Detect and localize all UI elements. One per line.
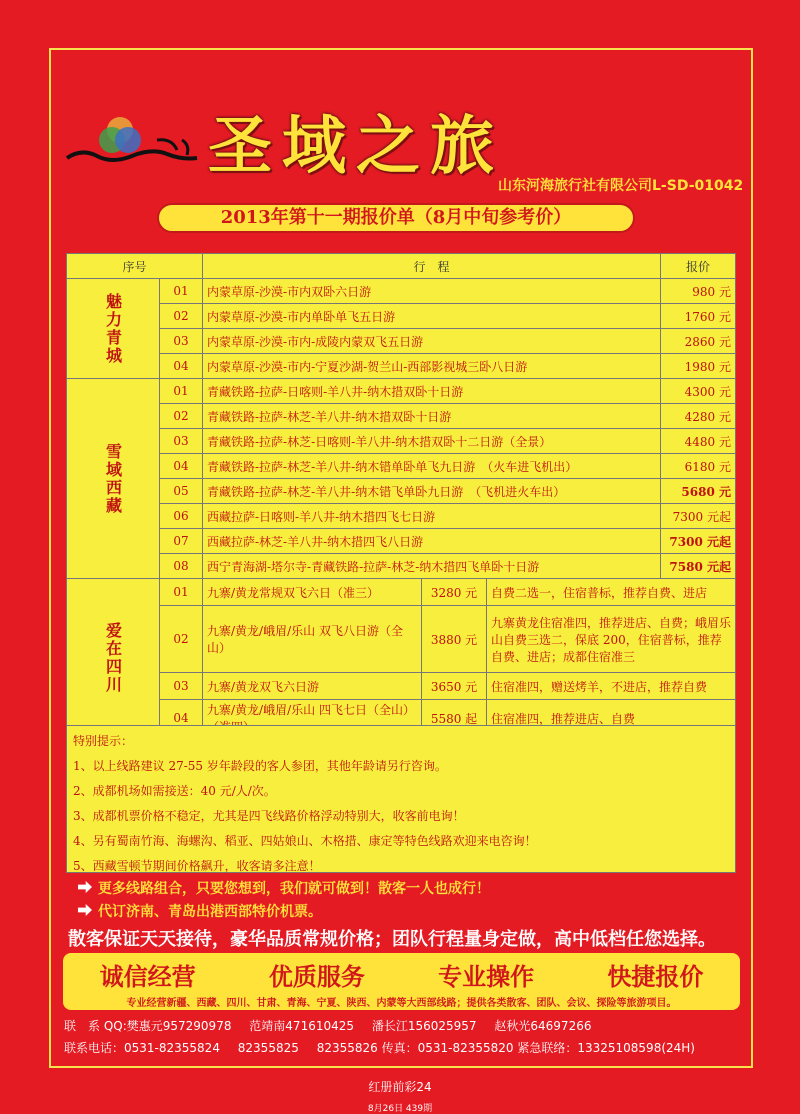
row-route: 青藏铁路-拉萨-林芝-羊八井-纳木错单卧单飞九日游 （火车进飞机出） xyxy=(203,454,661,479)
row-note: 九寨黄龙住宿准四，推荐进店、自费；峨眉乐山自费三选二，保底 200，住宿普标，推荐自费、进店；成都住宿准三 xyxy=(487,606,736,673)
issue-banner: 2013年第十一期报价单（8月中旬参考价） xyxy=(157,203,635,233)
contact-item: 赵秋光64697266 xyxy=(494,1019,592,1033)
tip-item: 4、另有蜀南竹海、海螺沟、稻亚、四姑娘山、木格措、康定等特色线路欢迎来电咨询！ xyxy=(73,834,537,848)
row-price: 980 元 xyxy=(661,279,736,304)
row-route: 西藏拉萨-林芝-羊八井-纳木措四飞八日游 xyxy=(203,529,661,554)
row-no: 02 xyxy=(160,606,203,673)
col-header-no: 序号 xyxy=(67,254,203,279)
row-no: 02 xyxy=(160,404,203,429)
contact-item: 82355826 传真：0531-82355820 紧急联络：13325108598(24H) xyxy=(316,1041,695,1055)
row-route: 青藏铁路-拉萨-日喀则-羊八井-纳木措双卧十日游 xyxy=(203,379,661,404)
table-row xyxy=(67,429,736,454)
row-price: 7580 元起 xyxy=(661,554,736,579)
table-row xyxy=(67,504,736,529)
slogan-item: 优质服务 xyxy=(268,963,365,991)
row-route: 青藏铁路-拉萨-林芝-羊八井-纳木错飞单卧九日游 （飞机进火车出） xyxy=(203,479,661,504)
issue-date: 8月26日 439期 xyxy=(367,1104,433,1114)
section-label: 雪域西藏 xyxy=(67,379,160,579)
brand-title: 圣域之旅 xyxy=(208,109,504,184)
row-no: 01 xyxy=(160,379,203,404)
tips-title: 特别提示： xyxy=(73,734,134,748)
row-no: 02 xyxy=(160,304,203,329)
table-row xyxy=(67,479,736,504)
contact-qq xyxy=(64,1017,605,1034)
slogan-subtext: 专业经营新疆、西藏、四川、甘肃、青海、宁夏、陕西、内蒙等大西部线路；提供各类散客、团队、会议、探险等旅游项目。 xyxy=(126,998,677,1009)
table-row xyxy=(67,579,736,606)
row-price: 5680 元 xyxy=(661,479,736,504)
row-route: 西宁青海湖-塔尔寺-青藏铁路-拉萨-林芝-纳木措四飞单卧十日游 xyxy=(203,554,661,579)
row-route: 九寨/黄龙/峨眉/乐山 双飞八日游（全山） xyxy=(203,606,422,673)
row-price: 5580 起 xyxy=(422,700,487,737)
row-note: 住宿准四，赠送烤羊，不进店，推荐自费 xyxy=(487,673,736,700)
contact-item: 范靖南471610425 xyxy=(249,1019,355,1033)
col-header-price: 报价 xyxy=(661,254,736,279)
row-price: 7300 元起 xyxy=(661,504,736,529)
row-price: 1980 元 xyxy=(661,354,736,379)
table-row xyxy=(67,454,736,479)
row-no: 03 xyxy=(160,673,203,700)
row-price: 3650 元 xyxy=(422,673,487,700)
table-row xyxy=(67,379,736,404)
contact-item: 潘长江156025957 xyxy=(371,1019,477,1033)
row-price: 4480 元 xyxy=(661,429,736,454)
row-route: 九寨/黄龙常规双飞六日（准三） xyxy=(203,579,422,606)
arrow-icon xyxy=(78,881,92,893)
row-no: 06 xyxy=(160,504,203,529)
row-no: 03 xyxy=(160,429,203,454)
table-row xyxy=(67,673,736,700)
special-tips xyxy=(66,725,736,873)
row-no: 03 xyxy=(160,329,203,354)
row-price: 7300 元起 xyxy=(661,529,736,554)
price-table xyxy=(66,253,736,737)
section-label: 爱在四川 xyxy=(67,579,160,737)
promo-line xyxy=(78,878,490,898)
company-name: 山东河海旅行社有限公司L-SD-01042 xyxy=(498,178,744,194)
promo-line xyxy=(78,901,322,921)
row-route: 内蒙草原-沙漠-市内双卧六日游 xyxy=(203,279,661,304)
table-row xyxy=(67,529,736,554)
row-route: 九寨/黄龙/峨眉/乐山 四飞七日（全山） xyxy=(203,700,422,737)
table-row xyxy=(67,404,736,429)
row-no: 01 xyxy=(160,279,203,304)
table-row xyxy=(67,554,736,579)
arrow-icon xyxy=(78,904,92,916)
slogan-item: 诚信经营 xyxy=(99,963,196,991)
row-route: 内蒙草原-沙漠-市内-成陵内蒙双飞五日游 xyxy=(203,329,661,354)
table-row xyxy=(67,354,736,379)
row-price: 2860 元 xyxy=(661,329,736,354)
row-route: 九寨/黄龙双飞六日游 xyxy=(203,673,422,700)
brand-logo xyxy=(62,110,202,170)
row-no: 04 xyxy=(160,354,203,379)
row-no: 08 xyxy=(160,554,203,579)
tip-item: 3、成都机票价格不稳定，尤其是四飞线路价格浮动特别大，收客前电询！ xyxy=(73,809,465,823)
row-route: 青藏铁路-拉萨-林芝-羊八井-纳木措双卧十日游 xyxy=(203,404,661,429)
promo-text: 更多线路组合，只要您想到，我们就可做到！散客一人也成行！ xyxy=(98,881,490,897)
row-note: 住宿准四，推荐进店、自费 xyxy=(487,700,736,737)
promo-text: 代订济南、青岛出港西部特价机票。 xyxy=(98,904,322,920)
slogan-box xyxy=(63,953,740,1010)
table-row xyxy=(67,279,736,304)
row-price: 6180 元 xyxy=(661,454,736,479)
contact-item: 联 系 QQ:樊惠元957290978 xyxy=(64,1019,232,1033)
tip-item: 5、西藏雪顿节期间价格飙升，收客请多注意！ xyxy=(73,859,321,873)
contact-item: 82355825 xyxy=(237,1041,299,1055)
contact-item: 联系电话：0531-82355824 xyxy=(64,1041,220,1055)
slogan-item: 专业操作 xyxy=(438,963,535,991)
row-price: 4300 元 xyxy=(661,379,736,404)
tip-item: 1、以上线路建议 27-55 岁年龄段的客人参团，其他年龄请另行咨询。 xyxy=(73,759,447,773)
row-price: 1760 元 xyxy=(661,304,736,329)
row-no: 07 xyxy=(160,529,203,554)
contact-phone xyxy=(64,1039,709,1056)
row-route: 青藏铁路-拉萨-林芝-日喀则-羊八井-纳木措双卧十二日游（全景） xyxy=(203,429,661,454)
row-route: 西藏拉萨-日喀则-羊八井-纳木措四飞七日游 xyxy=(203,504,661,529)
row-no: 04 xyxy=(160,700,203,737)
tip-item: 2、成都机场如需接送：40 元/人/次。 xyxy=(73,784,276,798)
section-label: 魅力青城 xyxy=(67,279,160,379)
row-route: 内蒙草原-沙漠-市内单卧单飞五日游 xyxy=(203,304,661,329)
row-price: 3280 元 xyxy=(422,579,487,606)
table-row xyxy=(67,329,736,354)
row-no: 01 xyxy=(160,579,203,606)
row-no: 04 xyxy=(160,454,203,479)
row-note: 自费二选一，住宿普标，推荐自费、进店 xyxy=(487,579,736,606)
page-label: 红册前彩24 xyxy=(368,1080,432,1094)
table-row xyxy=(67,606,736,673)
table-row xyxy=(67,304,736,329)
row-no: 05 xyxy=(160,479,203,504)
row-route: 内蒙草原-沙漠-市内-宁夏沙湖-贺兰山-西部影视城三卧八日游 xyxy=(203,354,661,379)
row-price: 4280 元 xyxy=(661,404,736,429)
table-header-row xyxy=(67,254,736,279)
col-header-route: 行 程 xyxy=(203,254,661,279)
service-statement: 散客保证天天接待，豪华品质常规价格；团队行程量身定做，高中低档任您选择。 xyxy=(68,929,716,950)
slogan-item: 快捷报价 xyxy=(607,963,704,991)
row-price: 3880 元 xyxy=(422,606,487,673)
